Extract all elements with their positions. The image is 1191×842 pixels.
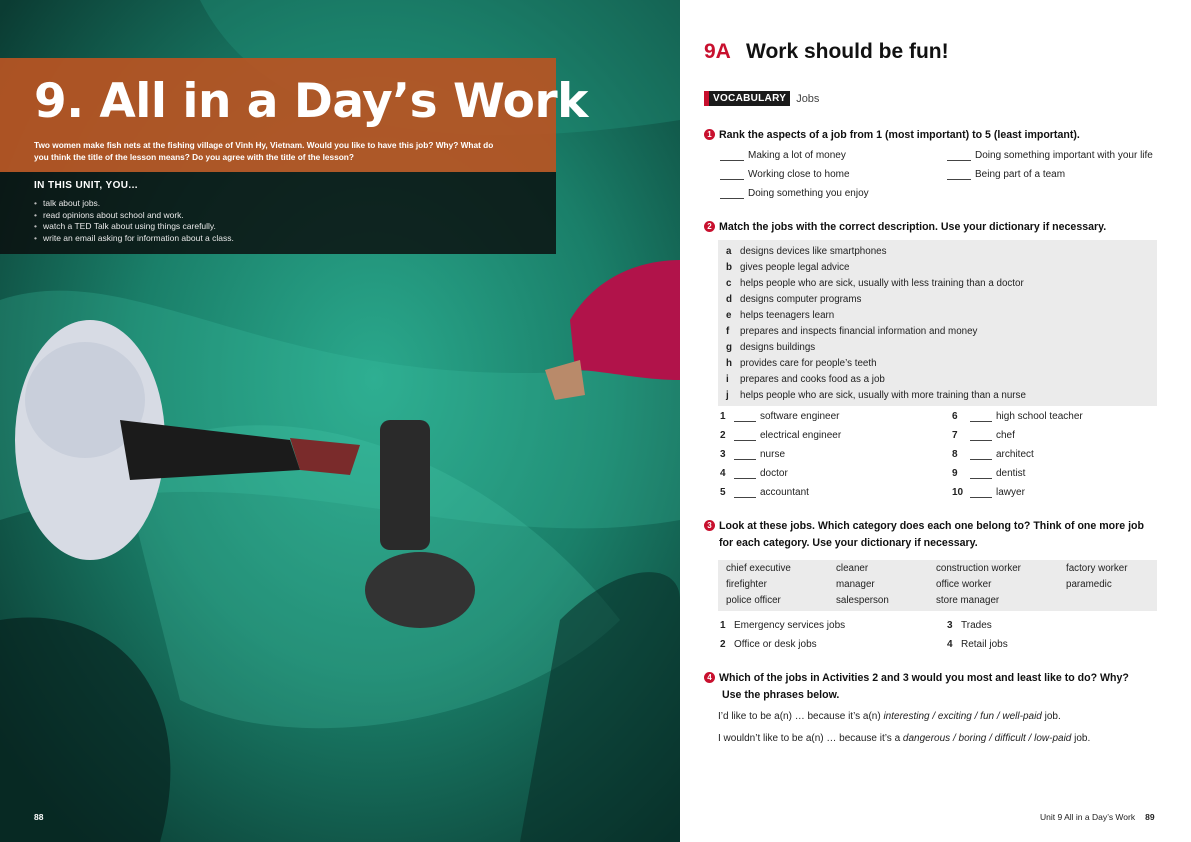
question-number: 1 xyxy=(704,129,715,140)
answer-blank[interactable] xyxy=(970,412,992,422)
question-text: Which of the jobs in Activities 2 and 3 would you most and least like to do? Why? xyxy=(719,672,1129,684)
answer-blank[interactable] xyxy=(970,431,992,441)
section-header xyxy=(704,91,819,106)
section-label: VOCABULARY xyxy=(709,91,790,106)
description-item: j helps people who are sick, usually with more training than a nurse xyxy=(726,390,1026,401)
job-bank-item: paramedic xyxy=(1066,579,1112,590)
answer-blank[interactable] xyxy=(720,189,744,199)
question-2 xyxy=(704,219,1106,236)
job-match-item: 1 software engineer xyxy=(720,411,840,422)
category-item: 2 Office or desk jobs xyxy=(720,639,817,650)
answer-blank[interactable] xyxy=(734,431,756,441)
rank-item: Being part of a team xyxy=(947,169,1065,180)
unit-goal: • watch a TED Talk about using things carefully. xyxy=(34,221,234,233)
question-3-continued: for each category. Use your dictionary if necessary. xyxy=(719,537,978,549)
question-text: Look at these jobs. Which category does each one belong to? Think of one more job xyxy=(719,520,1144,532)
answer-blank[interactable] xyxy=(947,170,971,180)
job-bank-item: police officer xyxy=(726,595,781,606)
page-number-right: 89 xyxy=(1145,812,1155,822)
page-number-left: 88 xyxy=(34,812,44,822)
question-4-continued: Use the phrases below. xyxy=(722,689,840,701)
phrase-dislike: I wouldn’t like to be a(n) … because it’s a dangerous / boring / difficult / low-paid job. xyxy=(718,733,1091,744)
job-match-item: 5 accountant xyxy=(720,487,809,498)
answer-blank[interactable] xyxy=(970,469,992,479)
answer-blank[interactable] xyxy=(720,151,744,161)
job-match-item: 10 lawyer xyxy=(952,487,1025,498)
rank-item: Making a lot of money xyxy=(720,150,846,161)
unit-goal: • write an email asking for information about a class. xyxy=(34,233,234,245)
rank-item: Doing something important with your life xyxy=(947,150,1153,161)
job-bank-item: store manager xyxy=(936,595,1000,606)
question-number: 3 xyxy=(704,520,715,531)
question-3 xyxy=(704,518,1144,535)
job-match-item: 2 electrical engineer xyxy=(720,430,842,441)
page-footer xyxy=(1040,812,1155,822)
job-bank-item: cleaner xyxy=(836,563,869,574)
lesson-title: Work should be fun! xyxy=(746,40,949,63)
lesson-code: 9A xyxy=(704,40,731,63)
job-bank-item: factory worker xyxy=(1066,563,1128,574)
unit-goal: • read opinions about school and work. xyxy=(34,210,234,222)
description-item: b gives people legal advice xyxy=(726,262,850,273)
category-item: 3 Trades xyxy=(947,620,992,631)
phrase-like: I’d like to be a(n) … because it’s a(n) interesting / exciting / fun / well-paid job. xyxy=(718,711,1061,722)
job-match-item: 4 doctor xyxy=(720,468,788,479)
unit-title: 9. All in a Day’s Work xyxy=(34,74,588,129)
rank-item: Doing something you enjoy xyxy=(720,188,869,199)
description-item: g designs buildings xyxy=(726,342,816,353)
description-item: f prepares and inspects financial information and money xyxy=(726,326,978,337)
answer-blank[interactable] xyxy=(734,450,756,460)
job-match-item: 6 high school teacher xyxy=(952,411,1083,422)
job-bank-item: salesperson xyxy=(836,595,889,606)
job-bank-item: office worker xyxy=(936,579,992,590)
job-match-item: 8 architect xyxy=(952,449,1034,460)
question-4 xyxy=(704,670,1129,687)
job-match-item: 9 dentist xyxy=(952,468,1026,479)
question-text: Rank the aspects of a job from 1 (most important) to 5 (least important). xyxy=(719,129,1080,141)
description-item: c helps people who are sick, usually with less training than a doctor xyxy=(726,278,1024,289)
job-match-item: 7 chef xyxy=(952,430,1015,441)
answer-blank[interactable] xyxy=(734,488,756,498)
answer-blank[interactable] xyxy=(970,450,992,460)
question-1 xyxy=(704,127,1080,144)
photo-caption: Two women make fish nets at the fishing village of Vinh Hy, Vietnam. Would you like to have this job? Why? What do you think the title of the lesson means? Do you agree with the title of the lesson? xyxy=(34,140,494,162)
job-match-item: 3 nurse xyxy=(720,449,786,460)
answer-blank[interactable] xyxy=(734,412,756,422)
unit-goal: • talk about jobs. xyxy=(34,198,234,210)
footer-unit: Unit 9 All in a Day’s Work xyxy=(1040,812,1136,822)
category-item: 1 Emergency services jobs xyxy=(720,620,846,631)
description-item: h provides care for people’s teeth xyxy=(726,358,877,369)
job-bank-item: manager xyxy=(836,579,875,590)
description-item: d designs computer programs xyxy=(726,294,862,305)
answer-blank[interactable] xyxy=(970,488,992,498)
question-number: 2 xyxy=(704,221,715,232)
description-item: a designs devices like smartphones xyxy=(726,246,887,257)
job-bank-item: construction worker xyxy=(936,563,1021,574)
in-this-unit-list xyxy=(34,198,234,244)
description-item: e helps teenagers learn xyxy=(726,310,835,321)
answer-blank[interactable] xyxy=(734,469,756,479)
right-page xyxy=(680,0,1191,842)
description-item: i prepares and cooks food as a job xyxy=(726,374,885,385)
job-bank-item: firefighter xyxy=(726,579,767,590)
job-bank-item: chief executive xyxy=(726,563,791,574)
answer-blank[interactable] xyxy=(720,170,744,180)
section-topic: Jobs xyxy=(796,92,820,105)
category-item: 4 Retail jobs xyxy=(947,639,1008,650)
rank-item: Working close to home xyxy=(720,169,850,180)
question-text: Match the jobs with the correct description. Use your dictionary if necessary. xyxy=(719,221,1107,233)
in-this-unit-heading: IN THIS UNIT, YOU... xyxy=(34,180,138,191)
answer-blank[interactable] xyxy=(947,151,971,161)
question-number: 4 xyxy=(704,672,715,683)
